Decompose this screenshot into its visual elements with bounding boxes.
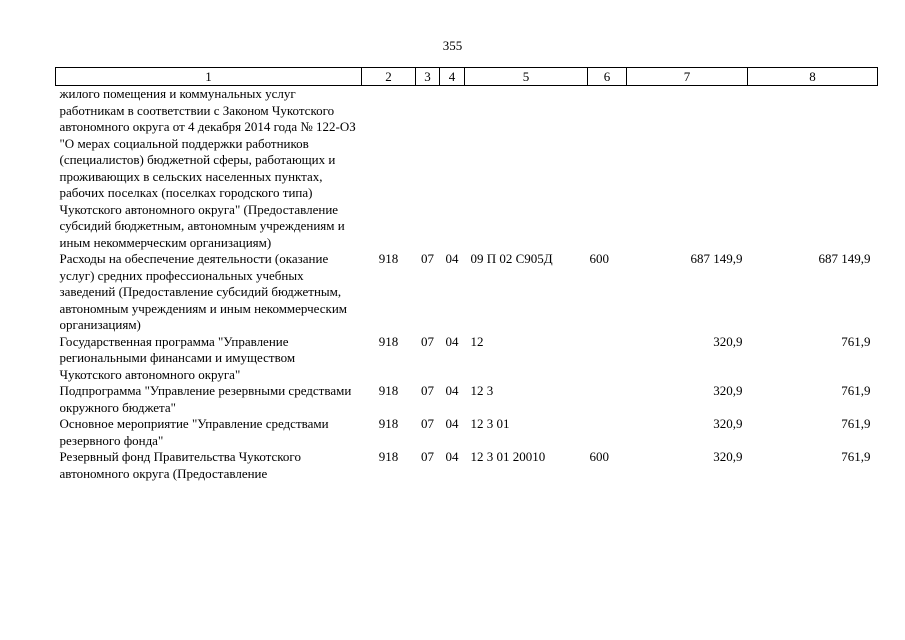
row-subsection-code: 04 (445, 449, 459, 464)
table-row (56, 416, 878, 449)
row-sum-col-8: 761,9 (841, 383, 871, 398)
row-description: Основное мероприятие "Управление средствами резервного фонда" (59, 416, 329, 448)
row-target-code: 12 (470, 333, 484, 349)
row-sum-col-7 (627, 86, 748, 252)
table-row (56, 334, 878, 384)
row-ministry-code: 918 (378, 449, 399, 464)
header-col-5: 5 (465, 68, 588, 86)
row-section-code: 07 (421, 383, 434, 398)
row-subsection-code: 04 (445, 251, 459, 266)
row-sum-col-7: 320,9 (713, 383, 743, 398)
budget-table (55, 67, 878, 482)
row-ministry-code: 918 (378, 416, 399, 431)
row-sum-col-8: 761,9 (841, 416, 871, 431)
row-expense-type-code: 600 (589, 449, 609, 464)
row-expense-type-code (588, 334, 627, 384)
page-number: 355 (442, 38, 463, 53)
row-section-code: 07 (421, 251, 434, 266)
row-target-code: 12 3 (470, 383, 494, 398)
row-subsection-code (440, 86, 465, 252)
header-col-3: 3 (416, 68, 440, 86)
row-ministry-code: 918 (378, 251, 399, 266)
row-target-code: 12 3 01 20010 (470, 449, 546, 464)
row-ministry-code: 918 (378, 383, 399, 398)
row-sum-col-8: 761,9 (841, 449, 871, 464)
row-sum-col-8: 687 149,9 (818, 251, 871, 266)
table-row (56, 383, 878, 416)
row-description: жилого помещения и коммунальных услуг работникам в соответствии с Законом Чукотского автономного округа от 4 декабря 2014 года № 122-ОЗ "О мерах социальной поддержки работников (специалистов) бюджетной сферы, работающих и проживающих в сельских населенных пунктах, рабочих поселках (поселках городского типа) Чукотского автономного округа" (Предоставление субсидий бюджетным, автономным учреждениям и иным некоммерческим организациям) (59, 86, 356, 250)
header-col-1: 1 (56, 68, 362, 86)
row-sum-col-8: 761,9 (841, 333, 871, 349)
row-target-code: 09 П 02 С905Д (470, 251, 553, 266)
row-section-code: 07 (421, 449, 434, 464)
header-col-2: 2 (362, 68, 416, 86)
row-expense-type-code (588, 86, 627, 252)
table-row (56, 251, 878, 334)
row-expense-type-code (588, 416, 627, 449)
header-col-6: 6 (588, 68, 627, 86)
row-subsection-code: 04 (445, 416, 459, 431)
table-header-row (56, 68, 878, 86)
row-description: Резервный фонд Правительства Чукотского автономного округа (Предоставление (59, 449, 301, 481)
row-target-code (465, 86, 588, 252)
row-description: Государственная программа "Управление региональными финансами и имуществом Чукотского автономного округа" (59, 333, 296, 382)
row-sum-col-7: 320,9 (713, 449, 743, 464)
row-description: Подпрограмма "Управление резервными средствами окружного бюджета" (59, 383, 352, 415)
row-target-code: 12 3 01 (470, 416, 510, 431)
row-section-code: 07 (421, 416, 434, 431)
row-ministry-code: 918 (378, 333, 399, 349)
row-sum-col-7: 320,9 (713, 416, 743, 431)
row-expense-type-code (588, 383, 627, 416)
table-row (56, 86, 878, 252)
row-sum-col-7: 320,9 (713, 333, 743, 349)
row-sum-col-7: 687 149,9 (690, 251, 743, 266)
table-row (56, 449, 878, 482)
row-subsection-code: 04 (445, 383, 459, 398)
row-section-code: 07 (421, 333, 434, 349)
row-section-code (416, 86, 440, 252)
header-col-4: 4 (440, 68, 465, 86)
row-expense-type-code: 600 (589, 251, 609, 266)
header-col-7: 7 (627, 68, 748, 86)
row-subsection-code: 04 (445, 333, 459, 349)
row-description: Расходы на обеспечение деятельности (оказание услуг) средних профессиональных учебных заведений (Предоставление субсидий бюджетным, автономным учреждениям и иным некоммерческим организациям) (59, 251, 348, 332)
row-ministry-code (362, 86, 416, 252)
row-sum-col-8 (748, 86, 878, 252)
header-col-8: 8 (748, 68, 878, 86)
